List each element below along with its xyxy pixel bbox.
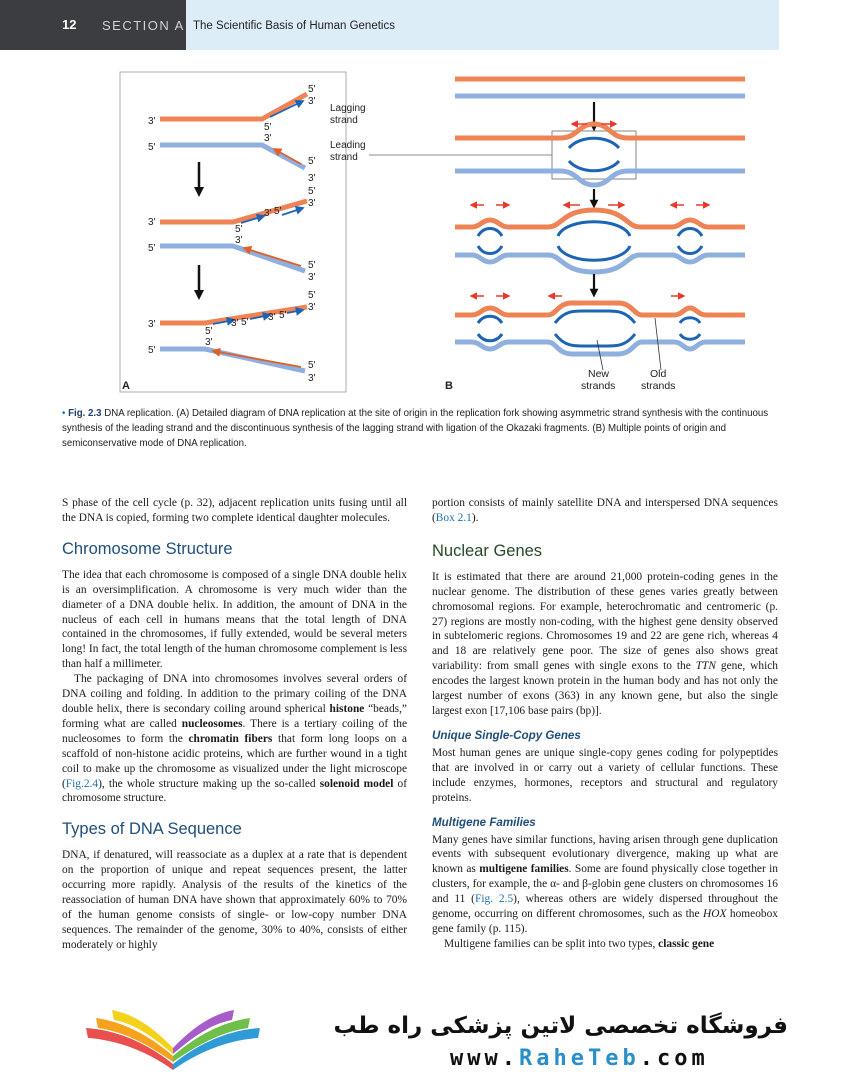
leading-strand-label: Leading [330,140,366,151]
label-5prime: 5' [279,310,287,321]
store-name-persian: فروشگاه تخصصی لاتین پزشکی راه طب [333,1013,788,1039]
label-3prime: 3' [308,302,316,313]
label-3prime: 3' [268,312,276,323]
store-website[interactable]: www.RaheTeb.com [450,1046,709,1071]
paragraph: The packaging of DNA into chromosomes involves several orders of DNA coiling and folding. In addition to the primary coiling of the DNA double helix, there is secondary coiling around spherical histone “beads,” forming what are called nucleosomes. There is a tertiary coiling of the nucleosomes to form the chromatin fibers that form long loops on a scaffold of non-histone acidic proteins, which are further wound in a tight coil to make up the chromosome as visualized under the light microscope (Fig.2.4), the whole structure making up the so-called solenoid model of chromosome structure. [62,673,407,805]
gene-name: HOX [703,908,727,921]
label-5prime: 5' [308,290,316,301]
label-3prime: 3' [264,133,272,144]
section-heading: Chromosome Structure [62,539,233,558]
figure-2-3 [0,50,844,400]
caption-bullet: • [62,408,66,419]
paragraph: Multigene families can be split into two types, classic gene [444,937,715,950]
old-strands-label: strands [641,380,676,392]
label-5prime: 5' [241,317,249,328]
old-strands-label: Old [650,368,667,380]
label-3prime: 3' [148,217,156,228]
label-5prime: 5' [264,122,272,133]
paragraph: Many genes have similar functions, having arisen through gene duplication events with subsequent evolutionary divergence, making up what are known as multigene families. Some are found physically close together in clusters, for example, the α- and β-globin gene clusters on chromosomes 16 and 11 (Fig. 2.5), whereas others are widely dispersed throughout the genome, occurring on different chromosomes, such as the HOX homeobox gene family (p. 115). [432,833,778,935]
label-5prime: 5' [308,360,316,371]
label-3prime: 3' [308,373,316,384]
new-strands-label: strands [581,380,616,392]
label-3prime: 3' [148,116,156,127]
term-multigene-families: multigene families [479,863,569,876]
term-nucleosomes: nucleosomes [181,717,243,730]
page-number: 12 [62,17,77,32]
paragraph: The idea that each chromosome is composed of a single DNA double helix is an oversimplification. A chromosome is very much wider than the diameter of a DNA double helix. In addition, the amount of DNA in the nucleus of each cell in humans means that the total length of DNA contained in the chromosomes, if fully extended, would be several meters long! In fact, the total length of the human chromosome complement is less than half a millimeter. [62,568,407,671]
term-solenoid-model: solenoid model [319,777,394,790]
panel-b-row-3 [455,205,745,272]
panel-a-letter: A [122,380,130,392]
label-3prime: 3' [308,96,316,107]
lagging-strand-label: Lagging [330,103,366,114]
label-5prime: 5' [274,206,282,217]
panel-b-row-1 [455,79,745,96]
book-logo [78,1004,268,1076]
caption-text: DNA replication. (A) Detailed diagram of DNA replication at the site of origin in the replication fork showing asymmetric strand synthesis with the continuous synthesis of the leading strand and the discontinuous synthesis of the lagging strand with ligation of the Okazaki fragments. (B) Multiple points of origin and semiconservative mode of DNA replication. [62,408,769,449]
label-3prime: 3' [205,337,213,348]
label-5prime: 5' [148,345,156,356]
figure-link[interactable]: Fig. 2.5 [474,893,514,906]
label-3prime: 3' [148,319,156,330]
box-link[interactable]: Box 2.1 [435,511,472,524]
panel-b-letter: B [445,380,453,392]
new-strands-label: New [588,368,610,380]
paragraph: It is estimated that there are around 21,000 protein-coding genes in the nuclear genome. The distribution of these genes varies greatly between chromosomal regions. For example, heterochromatic and centromeric (p. 27) regions are mostly non-coding, with the highest gene density observed in subtelomeric regions. Chromosomes 19 and 22 are gene rich, whereas 4 and 18 are relatively gene poor. The size of genes also shows great variability: from small genes with single exons to the TTN gene, which encodes the largest known protein in the human body and has not only the largest number of exons (363) in any known gene, but also the single largest exon [17,106 base pairs (bp)]. [432,570,779,717]
paragraph: Most human genes are unique single-copy genes coding for polypeptides that are involved in or carry out a variety of cellular functions. These include enzymes, hormones, receptors and structural and regulatory proteins. [432,746,778,804]
label-3prime: 3' [308,272,316,283]
left-column [62,496,407,953]
label-3prime: 3' [308,173,316,184]
label-5prime: 5' [205,326,213,337]
label-5prime: 5' [148,142,156,153]
figure-link[interactable]: Fig.2.4 [65,777,99,790]
paragraph: DNA, if denatured, will reassociate as a duplex at a rate that is dependent on the proportion of unique and repeat sequences present, the latter occurring more rapidly. Analysis of the results of the kinetics of the reassociation of human DNA have shown that approximately 60% to 70% of the human genome consists of single- or low-copy number DNA sequences. The remainder of the genome, 30% to 40%, consists of either moderately or highly [62,849,407,951]
label-5prime: 5' [308,260,316,271]
label-5prime: 5' [308,84,316,95]
term-histone: histone [329,702,365,715]
figure-caption [62,406,778,451]
panel-b-row-2 [455,124,745,185]
label-5prime: 5' [235,224,243,235]
panel-b-row-4 [455,296,745,370]
book-title: The Scientific Basis of Human Genetics [193,20,395,32]
subsection-heading: Multigene Families [432,815,536,829]
label-3prime: 3' [231,318,239,329]
lagging-strand-label: strand [330,115,358,126]
label-5prime: 5' [308,186,316,197]
section-heading: Nuclear Genes [432,541,543,560]
label-5prime: 5' [308,156,316,167]
figure-label: Fig. 2.3 [68,408,102,419]
term-classic-gene: classic gene [658,937,715,950]
section-label: SECTION A [102,18,185,33]
paragraph: S phase of the cell cycle (p. 32), adjacent replication units fusing until all the DNA is copied, forming two complete identical daughter molecules. [62,497,407,524]
paragraph: portion consists of mainly satellite DNA and interspersed DNA sequences (Box 2.1). [432,497,778,524]
label-3prime: 3' [308,198,316,209]
subsection-heading: Unique Single-Copy Genes [432,728,581,742]
right-column [432,496,778,952]
label-5prime: 5' [148,243,156,254]
gene-name: TTN [695,660,716,673]
leading-strand-label: strand [330,152,358,163]
label-3prime: 3' [235,235,243,246]
term-chromatin-fibers: chromatin fibers [188,732,273,745]
section-heading: Types of DNA Sequence [62,820,242,839]
label-3prime: 3' [264,208,272,219]
